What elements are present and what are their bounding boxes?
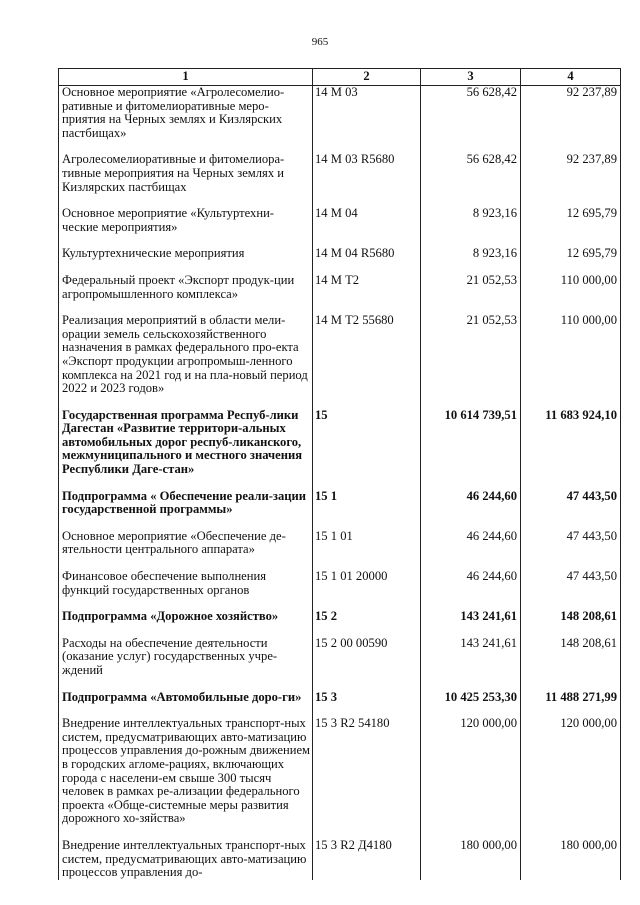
- page-number: 965: [311, 36, 329, 48]
- row-value-col3-cell: 46 244,60: [421, 530, 521, 570]
- table-body: [59, 86, 621, 880]
- row-value-col4-cell: 11 683 924,10: [521, 409, 621, 490]
- table-row: [59, 86, 621, 154]
- table-row: [59, 717, 621, 839]
- row-value-col4-cell: 12 695,79: [521, 207, 621, 247]
- table-row: [59, 207, 621, 247]
- row-code-cell: 15 1 01 20000: [313, 570, 421, 610]
- row-code-cell: 14 М Т2: [313, 274, 421, 314]
- row-value-col3-cell: 120 000,00: [421, 717, 521, 839]
- table-row: [59, 570, 621, 610]
- row-value-col3-cell: 21 052,53: [421, 274, 521, 314]
- table-row: [59, 637, 621, 691]
- row-value-col3-cell: 8 923,16: [421, 207, 521, 247]
- table-row: [59, 610, 621, 637]
- row-value-col4-cell: 47 443,50: [521, 490, 621, 530]
- row-value-col3-cell: 56 628,42: [421, 86, 521, 154]
- row-name-cell: Реализация мероприятий в области мели-орации земель сельскохозяйственного назначения в рамках федерального про-екта «Экспорт продукции агропромыш-ленного комплекса на 2021 год и на пла-новый период 2022 и 2023 годов»: [59, 314, 313, 409]
- row-code-cell: 15 1 01: [313, 530, 421, 570]
- column-header: 3: [421, 69, 521, 86]
- row-value-col4-cell: 11 488 271,99: [521, 691, 621, 718]
- row-value-col4-cell: 120 000,00: [521, 717, 621, 839]
- row-value-col3-cell: 10 425 253,30: [421, 691, 521, 718]
- table-row: [59, 490, 621, 530]
- row-name-cell: Подпрограмма «Автомобильные доро-ги»: [59, 691, 313, 718]
- row-code-cell: 14 М 04: [313, 207, 421, 247]
- row-value-col3-cell: 180 000,00: [421, 839, 521, 880]
- row-value-col4-cell: 110 000,00: [521, 314, 621, 409]
- row-value-col3-cell: 143 241,61: [421, 637, 521, 691]
- row-name-cell: Культуртехнические мероприятия: [59, 247, 313, 274]
- row-value-col3-cell: 56 628,42: [421, 153, 521, 207]
- row-code-cell: 15: [313, 409, 421, 490]
- row-code-cell: 14 М 03: [313, 86, 421, 154]
- row-value-col3-cell: 46 244,60: [421, 570, 521, 610]
- row-value-col4-cell: 12 695,79: [521, 247, 621, 274]
- row-value-col4-cell: 110 000,00: [521, 274, 621, 314]
- table-row: [59, 409, 621, 490]
- row-code-cell: 15 3: [313, 691, 421, 718]
- column-header: 4: [521, 69, 621, 86]
- row-name-cell: Внедрение интеллектуальных транспорт-ных систем, предусматривающих авто-матизацию процессов управления до-рожным движением в городских агломе-рациях, включающих города с населени-ем свыше 300 тысяч человек в рамках ре-ализации федерального проекта «Обще-системные меры развития дорожного хо-зяйства»: [59, 717, 313, 839]
- row-value-col3-cell: 46 244,60: [421, 490, 521, 530]
- row-name-cell: Агролесомелиоративные и фитомелиора-тивные мероприятия на Черных землях и Кизлярских пастбищах: [59, 153, 313, 207]
- row-name-cell: Подпрограмма «Дорожное хозяйство»: [59, 610, 313, 637]
- row-code-cell: 14 М 03 R5680: [313, 153, 421, 207]
- row-name-cell: Основное мероприятие «Агролесомелио-ративные и фитомелиоративные меро-приятия на Черных землях и Кизлярских пастбищах»: [59, 86, 313, 154]
- row-value-col4-cell: 92 237,89: [521, 86, 621, 154]
- row-name-cell: Федеральный проект «Экспорт продук-ции агропромышленного комплекса»: [59, 274, 313, 314]
- row-code-cell: 14 М Т2 55680: [313, 314, 421, 409]
- table-row: [59, 691, 621, 718]
- table-row: [59, 247, 621, 274]
- row-code-cell: 15 2: [313, 610, 421, 637]
- row-name-cell: Подпрограмма « Обеспечение реали-зации государственной программы»: [59, 490, 313, 530]
- row-value-col3-cell: 10 614 739,51: [421, 409, 521, 490]
- row-value-col3-cell: 143 241,61: [421, 610, 521, 637]
- row-value-col3-cell: 8 923,16: [421, 247, 521, 274]
- row-value-col4-cell: 180 000,00: [521, 839, 621, 880]
- row-name-cell: Государственная программа Респуб-лики Дагестан «Развитие территори-альных автомобильных дорог респуб-ликанского, межмуниципального и местного значения Республики Даге-стан»: [59, 409, 313, 490]
- table-header-row: [59, 69, 621, 86]
- table-row: [59, 274, 621, 314]
- row-code-cell: 15 3 R2 Д4180: [313, 839, 421, 880]
- row-code-cell: 15 3 R2 54180: [313, 717, 421, 839]
- row-value-col3-cell: 21 052,53: [421, 314, 521, 409]
- table-row: [59, 153, 621, 207]
- budget-table: [58, 68, 621, 880]
- row-name-cell: Внедрение интеллектуальных транспорт-ных систем, предусматривающих авто-матизацию процессов управления до-: [59, 839, 313, 880]
- table-row: [59, 839, 621, 880]
- table-row: [59, 530, 621, 570]
- row-code-cell: 15 1: [313, 490, 421, 530]
- row-code-cell: 14 М 04 R5680: [313, 247, 421, 274]
- row-code-cell: 15 2 00 00590: [313, 637, 421, 691]
- row-name-cell: Расходы на обеспечение деятельности (оказание услуг) государственных учре-ждений: [59, 637, 313, 691]
- column-header: 2: [313, 69, 421, 86]
- row-value-col4-cell: 92 237,89: [521, 153, 621, 207]
- row-name-cell: Основное мероприятие «Культуртехни-ческие мероприятия»: [59, 207, 313, 247]
- table-row: [59, 314, 621, 409]
- row-name-cell: Основное мероприятие «Обеспечение де-ятельности центрального аппарата»: [59, 530, 313, 570]
- row-value-col4-cell: 47 443,50: [521, 530, 621, 570]
- column-header: 1: [59, 69, 313, 86]
- row-value-col4-cell: 148 208,61: [521, 637, 621, 691]
- row-value-col4-cell: 148 208,61: [521, 610, 621, 637]
- row-value-col4-cell: 47 443,50: [521, 570, 621, 610]
- row-name-cell: Финансовое обеспечение выполнения функций государственных органов: [59, 570, 313, 610]
